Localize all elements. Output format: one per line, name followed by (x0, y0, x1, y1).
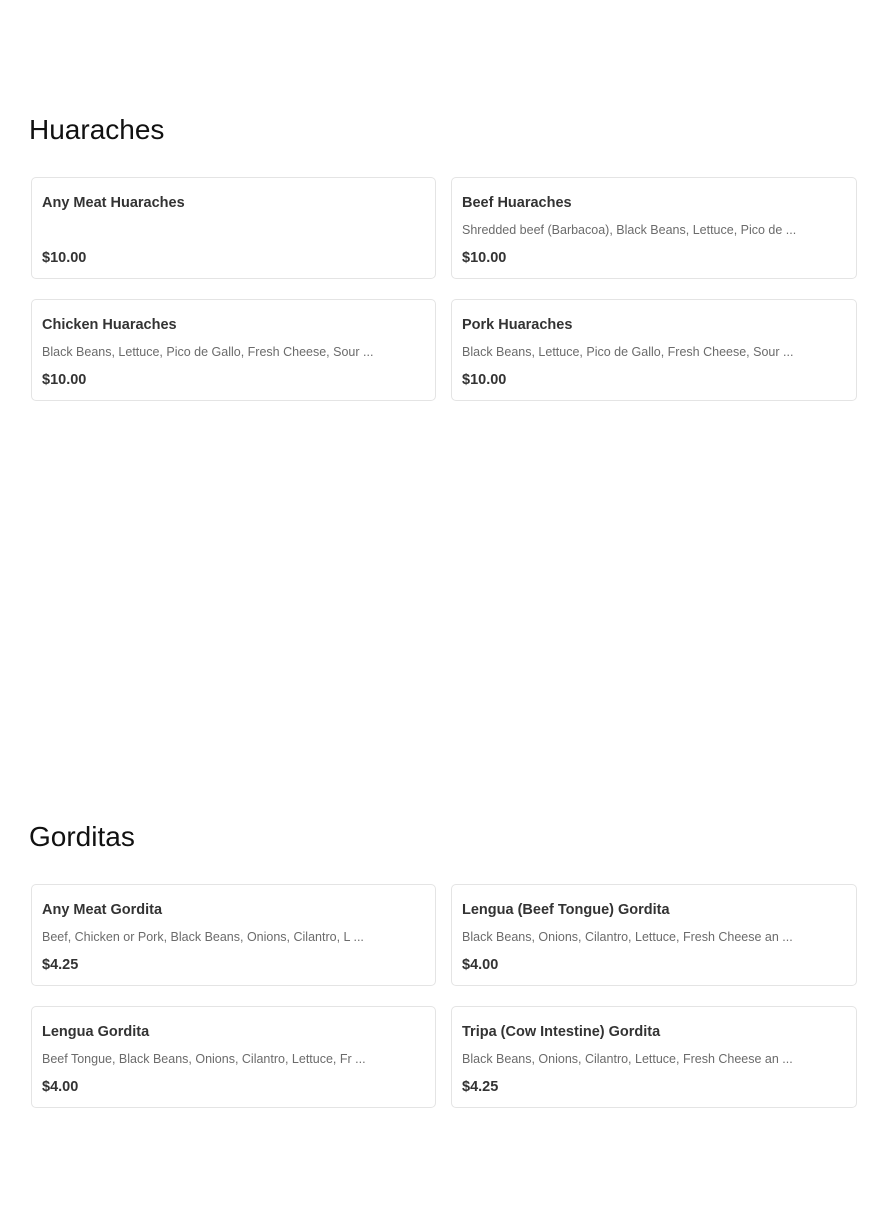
item-name: Pork Huaraches (462, 317, 573, 333)
menu-items-grid (31, 177, 857, 401)
item-price: $10.00 (42, 250, 87, 266)
menu-item-card[interactable] (451, 177, 857, 279)
item-name: Lengua (Beef Tongue) Gordita (462, 902, 670, 918)
item-name: Lengua Gordita (42, 1024, 150, 1040)
item-price: $10.00 (462, 372, 507, 388)
item-description: Black Beans, Onions, Cilantro, Lettuce, Fresh Cheese an ... (462, 1052, 793, 1066)
menu-item-card[interactable] (31, 1006, 436, 1108)
menu-item-card[interactable] (31, 884, 436, 986)
item-description: Black Beans, Onions, Cilantro, Lettuce, Fresh Cheese an ... (462, 930, 793, 944)
item-price: $4.00 (42, 1079, 79, 1095)
item-name: Any Meat Huaraches (42, 195, 185, 211)
menu-item-card[interactable] (451, 1006, 857, 1108)
item-price: $4.00 (462, 957, 499, 973)
section-title: Huaraches (29, 114, 165, 145)
item-description: Black Beans, Lettuce, Pico de Gallo, Fresh Cheese, Sour ... (462, 345, 794, 359)
item-name: Chicken Huaraches (42, 317, 177, 333)
section-title: Gorditas (29, 821, 135, 852)
item-price: $4.25 (462, 1079, 499, 1095)
item-description: Beef Tongue, Black Beans, Onions, Cilantro, Lettuce, Fr ... (42, 1052, 366, 1066)
item-price: $4.25 (42, 957, 79, 973)
item-name: Beef Huaraches (462, 195, 572, 211)
item-description: Black Beans, Lettuce, Pico de Gallo, Fresh Cheese, Sour ... (42, 345, 374, 359)
menu-item-card[interactable] (451, 884, 857, 986)
menu-items-grid (31, 884, 857, 1108)
item-price: $10.00 (42, 372, 87, 388)
item-name: Any Meat Gordita (42, 902, 163, 918)
item-name: Tripa (Cow Intestine) Gordita (462, 1024, 661, 1040)
menu-item-card[interactable] (31, 299, 436, 401)
menu-item-card[interactable] (451, 299, 857, 401)
item-description: Shredded beef (Barbacoa), Black Beans, Lettuce, Pico de ... (462, 223, 797, 237)
item-price: $10.00 (462, 250, 507, 266)
item-description: Beef, Chicken or Pork, Black Beans, Onions, Cilantro, L ... (42, 930, 364, 944)
menu-item-card[interactable] (31, 177, 436, 279)
